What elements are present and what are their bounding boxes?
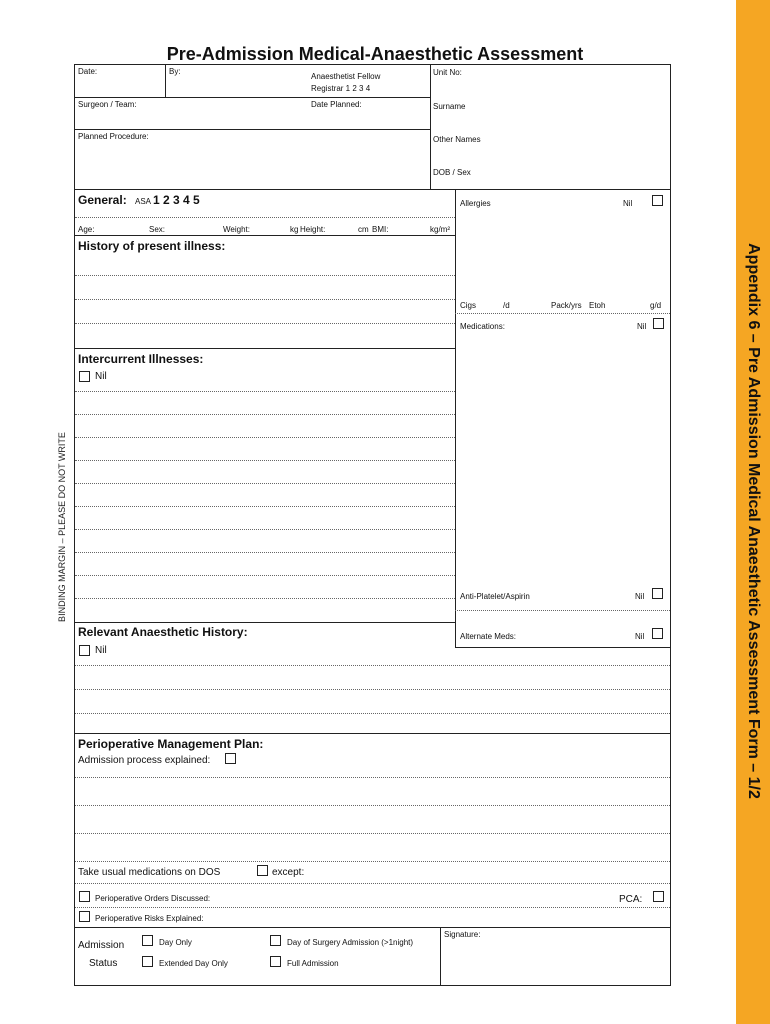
divider — [75, 217, 455, 218]
orders-discussed-checkbox[interactable] — [79, 891, 90, 902]
antiplatelet-nil-checkbox[interactable] — [652, 588, 663, 599]
admission-label: Admission — [78, 940, 125, 951]
pca-label: PCA: — [619, 894, 643, 905]
intercurrent-heading: Intercurrent Illnesses: — [78, 352, 204, 366]
etoh-label: Etoh — [589, 301, 606, 310]
write-line — [75, 299, 455, 300]
registrar-label: Registrar 1 2 3 4 — [311, 84, 371, 93]
write-line — [75, 777, 670, 778]
write-line — [75, 437, 455, 438]
admission-explained-label: Admission process explained: — [78, 755, 211, 766]
date-planned-label: Date Planned: — [311, 100, 362, 109]
write-line — [75, 861, 670, 862]
divider — [75, 622, 455, 623]
risks-explained-label: Perioperative Risks Explained: — [95, 914, 204, 923]
antiplatelet-nil-label: Nil — [635, 592, 645, 601]
divider — [165, 65, 166, 97]
dob-sex-label: DOB / Sex — [433, 168, 471, 177]
write-line — [75, 414, 455, 415]
divider — [455, 313, 670, 314]
extended-day-label: Extended Day Only — [159, 959, 228, 968]
write-line — [75, 598, 455, 599]
form-frame — [74, 64, 671, 986]
antiplatelet-label: Anti-Platelet/Aspirin — [460, 592, 530, 601]
divider — [75, 97, 430, 98]
date-label: Date: — [78, 67, 98, 76]
write-line — [75, 907, 670, 908]
medications-nil-label: Nil — [637, 322, 647, 331]
by-label: By: — [169, 67, 181, 76]
kg-unit: kg — [290, 225, 299, 234]
except-label: except: — [272, 867, 305, 878]
binding-margin-note: BINDING MARGIN – PLEASE DO NOT WRITE — [57, 432, 67, 622]
perioperative-heading: Perioperative Management Plan: — [78, 737, 264, 751]
allergies-label: Allergies — [460, 199, 491, 208]
admission-explained-checkbox[interactable] — [225, 753, 236, 764]
side-title: Appendix 6 – Pre Admission Medical Anaesthetic Assessment Form – 1/2 — [745, 243, 762, 799]
write-line — [75, 275, 455, 276]
cigs-unit: /d — [503, 301, 510, 310]
allergies-nil-checkbox[interactable] — [652, 195, 663, 206]
day-only-label: Day Only — [159, 938, 192, 947]
anaesthetist-label: Anaesthetist Fellow — [311, 72, 381, 81]
form-title: Pre-Admission Medical-Anaesthetic Assessment — [166, 44, 584, 64]
unit-no-label: Unit No: — [433, 68, 462, 77]
write-line — [75, 483, 455, 484]
column-divider — [455, 189, 456, 647]
alternate-meds-nil-label: Nil — [635, 632, 645, 641]
full-admission-label: Full Admission — [287, 959, 339, 968]
other-names-label: Other Names — [433, 135, 481, 144]
divider — [75, 189, 670, 190]
cm-unit: cm — [358, 225, 369, 234]
write-line — [75, 323, 455, 324]
divider — [430, 65, 431, 189]
anaesthetic-nil-checkbox[interactable] — [79, 645, 90, 656]
bmi-label: BMI: — [372, 225, 389, 234]
write-line — [75, 805, 670, 806]
divider — [75, 129, 430, 130]
asa-values: 1 2 3 4 5 — [153, 193, 200, 207]
intercurrent-nil-checkbox[interactable] — [79, 371, 90, 382]
write-line — [75, 552, 455, 553]
divider — [75, 235, 455, 236]
signature-label: Signature: — [444, 930, 481, 939]
allergies-nil-label: Nil — [623, 199, 633, 208]
etoh-unit: g/d — [650, 301, 662, 310]
take-usual-checkbox[interactable] — [257, 865, 268, 876]
height-label: Height: — [300, 225, 326, 234]
orders-discussed-label: Perioperative Orders Discussed: — [95, 894, 211, 903]
bmi-unit: kg/m² — [430, 225, 450, 234]
surgeon-label: Surgeon / Team: — [78, 100, 137, 109]
history-heading: History of present illness: — [78, 239, 226, 253]
write-line — [75, 833, 670, 834]
medications-label: Medications: — [460, 322, 505, 331]
sex-label: Sex: — [149, 225, 166, 234]
planned-procedure-label: Planned Procedure: — [78, 132, 149, 141]
asa-label: ASA — [135, 197, 152, 206]
status-label: Status — [89, 958, 118, 969]
day-only-checkbox[interactable] — [142, 935, 153, 946]
divider — [455, 647, 670, 648]
anaesthetic-nil-label: Nil — [95, 645, 107, 656]
take-usual-label: Take usual medications on DOS — [78, 867, 221, 878]
write-line — [75, 883, 670, 884]
write-line — [75, 575, 455, 576]
cigs-label: Cigs — [460, 301, 477, 310]
write-line — [75, 391, 455, 392]
anaesthetic-history-heading: Relevant Anaesthetic History: — [78, 625, 248, 639]
write-line — [75, 506, 455, 507]
write-line — [75, 460, 455, 461]
write-line — [75, 713, 670, 714]
intercurrent-nil-label: Nil — [95, 371, 107, 382]
general-heading: General: — [78, 193, 127, 207]
divider — [75, 348, 455, 349]
full-admission-checkbox[interactable] — [270, 956, 281, 967]
medications-nil-checkbox[interactable] — [653, 318, 664, 329]
divider — [455, 610, 670, 611]
extended-day-checkbox[interactable] — [142, 956, 153, 967]
surname-label: Surname — [433, 102, 466, 111]
alternate-meds-label: Alternate Meds: — [460, 632, 517, 641]
packyrs-label: Pack/yrs — [551, 301, 582, 310]
write-line — [75, 689, 670, 690]
age-label: Age: — [78, 225, 95, 234]
alternate-meds-nil-checkbox[interactable] — [652, 628, 663, 639]
dosa-checkbox[interactable] — [270, 935, 281, 946]
write-line — [75, 665, 670, 666]
risks-explained-checkbox[interactable] — [79, 911, 90, 922]
dosa-label: Day of Surgery Admission (>1night) — [287, 938, 414, 947]
divider — [440, 927, 441, 985]
write-line — [75, 529, 455, 530]
divider — [75, 927, 670, 928]
pca-checkbox[interactable] — [653, 891, 664, 902]
weight-label: Weight: — [223, 225, 250, 234]
divider — [75, 733, 670, 734]
